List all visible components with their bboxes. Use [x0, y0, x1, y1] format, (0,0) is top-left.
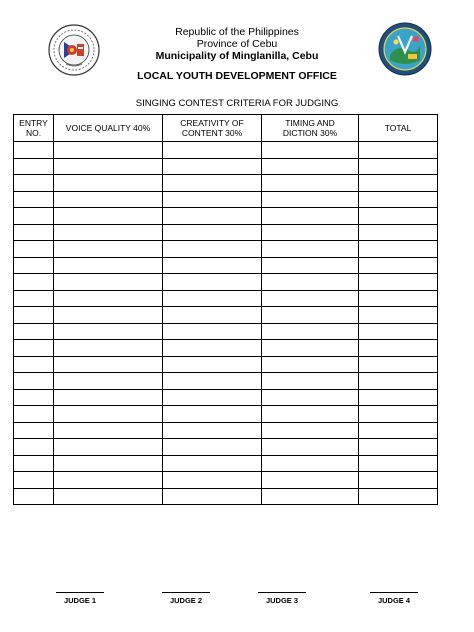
- table-row: [14, 274, 438, 291]
- header-entry-no: ENTRY NO.: [14, 115, 54, 142]
- voice-quality-cell[interactable]: [54, 323, 163, 340]
- creativity-cell[interactable]: [163, 406, 262, 423]
- creativity-cell[interactable]: [163, 241, 262, 258]
- creativity-cell[interactable]: [163, 373, 262, 390]
- judge-label: JUDGE 4: [377, 596, 411, 605]
- table-body: [14, 142, 438, 505]
- table-row: [14, 323, 438, 340]
- table-row: [14, 389, 438, 406]
- entry-no-cell[interactable]: [14, 406, 54, 423]
- total-cell[interactable]: [359, 191, 438, 208]
- entry-no-cell[interactable]: [14, 472, 54, 489]
- entry-no-cell[interactable]: [14, 142, 54, 159]
- total-cell[interactable]: [359, 389, 438, 406]
- total-cell[interactable]: [359, 422, 438, 439]
- creativity-cell[interactable]: [163, 224, 262, 241]
- entry-no-cell[interactable]: [14, 323, 54, 340]
- timing-diction-cell[interactable]: [262, 241, 359, 258]
- voice-quality-cell[interactable]: [54, 274, 163, 291]
- voice-quality-cell[interactable]: [54, 406, 163, 423]
- timing-diction-cell[interactable]: [262, 323, 359, 340]
- voice-quality-cell[interactable]: [54, 373, 163, 390]
- voice-quality-cell[interactable]: [54, 356, 163, 373]
- entry-no-cell[interactable]: [14, 422, 54, 439]
- table-row: [14, 472, 438, 489]
- judge-label: JUDGE 1: [63, 596, 97, 605]
- timing-diction-cell[interactable]: [262, 142, 359, 159]
- total-cell[interactable]: [359, 257, 438, 274]
- timing-diction-cell[interactable]: [262, 422, 359, 439]
- creativity-cell[interactable]: [163, 455, 262, 472]
- entry-no-cell[interactable]: [14, 389, 54, 406]
- entry-no-cell[interactable]: [14, 340, 54, 357]
- table-row: [14, 340, 438, 357]
- voice-quality-cell[interactable]: [54, 422, 163, 439]
- entry-no-cell[interactable]: [14, 356, 54, 373]
- entry-no-cell[interactable]: [14, 191, 54, 208]
- office-title: LOCAL YOUTH DEVELOPMENT OFFICE: [137, 70, 337, 82]
- signature-line: [56, 592, 104, 593]
- total-cell[interactable]: [359, 340, 438, 357]
- voice-quality-cell[interactable]: [54, 191, 163, 208]
- total-cell[interactable]: [359, 158, 438, 175]
- signature-line: [162, 592, 210, 593]
- timing-diction-cell[interactable]: [262, 274, 359, 291]
- table-row: [14, 488, 438, 505]
- voice-quality-cell[interactable]: [54, 158, 163, 175]
- creativity-cell[interactable]: [163, 191, 262, 208]
- timing-diction-cell[interactable]: [262, 224, 359, 241]
- entry-no-cell[interactable]: [14, 307, 54, 324]
- judge-signature-1: [56, 592, 104, 605]
- table-row: [14, 455, 438, 472]
- timing-diction-cell[interactable]: [262, 307, 359, 324]
- voice-quality-cell[interactable]: [54, 439, 163, 456]
- table-row: [14, 241, 438, 258]
- judge-label: JUDGE 2: [169, 596, 203, 605]
- table-row: [14, 191, 438, 208]
- total-cell[interactable]: [359, 290, 438, 307]
- table-row: [14, 158, 438, 175]
- total-cell[interactable]: [359, 323, 438, 340]
- header-total: TOTAL: [359, 115, 438, 142]
- creativity-cell[interactable]: [163, 274, 262, 291]
- header-timing-diction: TIMING AND DICTION 30%: [262, 115, 359, 142]
- table-row: [14, 224, 438, 241]
- creativity-cell[interactable]: [163, 422, 262, 439]
- total-cell[interactable]: [359, 224, 438, 241]
- creativity-cell[interactable]: [163, 142, 262, 159]
- timing-diction-cell[interactable]: [262, 389, 359, 406]
- table-row: [14, 422, 438, 439]
- municipality-heading: Municipality of Minglanilla, Cebu: [155, 50, 319, 62]
- timing-diction-cell[interactable]: [262, 175, 359, 192]
- timing-diction-cell[interactable]: [262, 373, 359, 390]
- entry-no-cell[interactable]: [14, 274, 54, 291]
- voice-quality-cell[interactable]: [54, 175, 163, 192]
- voice-quality-cell[interactable]: [54, 241, 163, 258]
- voice-quality-cell[interactable]: [54, 389, 163, 406]
- form-subtitle: SINGING CONTEST CRITERIA FOR JUDGING: [135, 98, 339, 109]
- voice-quality-cell[interactable]: [54, 142, 163, 159]
- entry-no-cell[interactable]: [14, 488, 54, 505]
- timing-diction-cell[interactable]: [262, 406, 359, 423]
- voice-quality-cell[interactable]: [54, 340, 163, 357]
- table-header-row: [14, 115, 438, 142]
- header-voice-quality: VOICE QUALITY 40%: [54, 115, 163, 142]
- voice-quality-cell[interactable]: [54, 290, 163, 307]
- header-creativity: CREATIVITY OF CONTENT 30%: [163, 115, 262, 142]
- total-cell[interactable]: [359, 175, 438, 192]
- voice-quality-cell[interactable]: [54, 472, 163, 489]
- timing-diction-cell[interactable]: [262, 290, 359, 307]
- judge-signature-3: [258, 592, 306, 605]
- voice-quality-cell[interactable]: [54, 224, 163, 241]
- entry-no-cell[interactable]: [14, 158, 54, 175]
- entry-no-cell[interactable]: [14, 241, 54, 258]
- timing-diction-cell[interactable]: [262, 340, 359, 357]
- entry-no-cell[interactable]: [14, 224, 54, 241]
- judge-label: JUDGE 3: [265, 596, 299, 605]
- creativity-cell[interactable]: [163, 323, 262, 340]
- judge-signature-4: [370, 592, 418, 605]
- creativity-cell[interactable]: [163, 488, 262, 505]
- judge-signature-2: [162, 592, 210, 605]
- total-cell[interactable]: [359, 356, 438, 373]
- entry-no-cell[interactable]: [14, 175, 54, 192]
- entry-no-cell[interactable]: [14, 373, 54, 390]
- timing-diction-cell[interactable]: [262, 472, 359, 489]
- total-cell[interactable]: [359, 373, 438, 390]
- voice-quality-cell[interactable]: [54, 488, 163, 505]
- voice-quality-cell[interactable]: [54, 257, 163, 274]
- timing-diction-cell[interactable]: [262, 191, 359, 208]
- province-heading: Province of Cebu: [196, 38, 278, 50]
- table-row: [14, 356, 438, 373]
- timing-diction-cell[interactable]: [262, 208, 359, 225]
- total-cell[interactable]: [359, 208, 438, 225]
- total-cell[interactable]: [359, 274, 438, 291]
- table-row: [14, 439, 438, 456]
- total-cell[interactable]: [359, 472, 438, 489]
- table-row: [14, 142, 438, 159]
- table-row: [14, 257, 438, 274]
- entry-no-cell[interactable]: [14, 290, 54, 307]
- signature-line: [258, 592, 306, 593]
- total-cell[interactable]: [359, 142, 438, 159]
- creativity-cell[interactable]: [163, 208, 262, 225]
- table-row: [14, 175, 438, 192]
- judging-table: [13, 114, 438, 505]
- entry-no-cell[interactable]: [14, 208, 54, 225]
- table-row: [14, 290, 438, 307]
- timing-diction-cell[interactable]: [262, 158, 359, 175]
- total-cell[interactable]: [359, 488, 438, 505]
- table-row: [14, 307, 438, 324]
- signature-line: [370, 592, 418, 593]
- creativity-cell[interactable]: [163, 257, 262, 274]
- creativity-cell[interactable]: [163, 439, 262, 456]
- voice-quality-cell[interactable]: [54, 208, 163, 225]
- creativity-cell[interactable]: [163, 290, 262, 307]
- voice-quality-cell[interactable]: [54, 455, 163, 472]
- timing-diction-cell[interactable]: [262, 439, 359, 456]
- creativity-cell[interactable]: [163, 307, 262, 324]
- table-row: [14, 373, 438, 390]
- total-cell[interactable]: [359, 439, 438, 456]
- entry-no-cell[interactable]: [14, 455, 54, 472]
- table-row: [14, 208, 438, 225]
- timing-diction-cell[interactable]: [262, 455, 359, 472]
- total-cell[interactable]: [359, 241, 438, 258]
- total-cell[interactable]: [359, 406, 438, 423]
- timing-diction-cell[interactable]: [262, 488, 359, 505]
- total-cell[interactable]: [359, 307, 438, 324]
- creativity-cell[interactable]: [163, 340, 262, 357]
- table-row: [14, 406, 438, 423]
- creativity-cell[interactable]: [163, 389, 262, 406]
- creativity-cell[interactable]: [163, 356, 262, 373]
- creativity-cell[interactable]: [163, 472, 262, 489]
- timing-diction-cell[interactable]: [262, 257, 359, 274]
- creativity-cell[interactable]: [163, 175, 262, 192]
- country-heading: Republic of the Philippines: [175, 26, 299, 38]
- creativity-cell[interactable]: [163, 158, 262, 175]
- timing-diction-cell[interactable]: [262, 356, 359, 373]
- voice-quality-cell[interactable]: [54, 307, 163, 324]
- total-cell[interactable]: [359, 455, 438, 472]
- entry-no-cell[interactable]: [14, 257, 54, 274]
- entry-no-cell[interactable]: [14, 439, 54, 456]
